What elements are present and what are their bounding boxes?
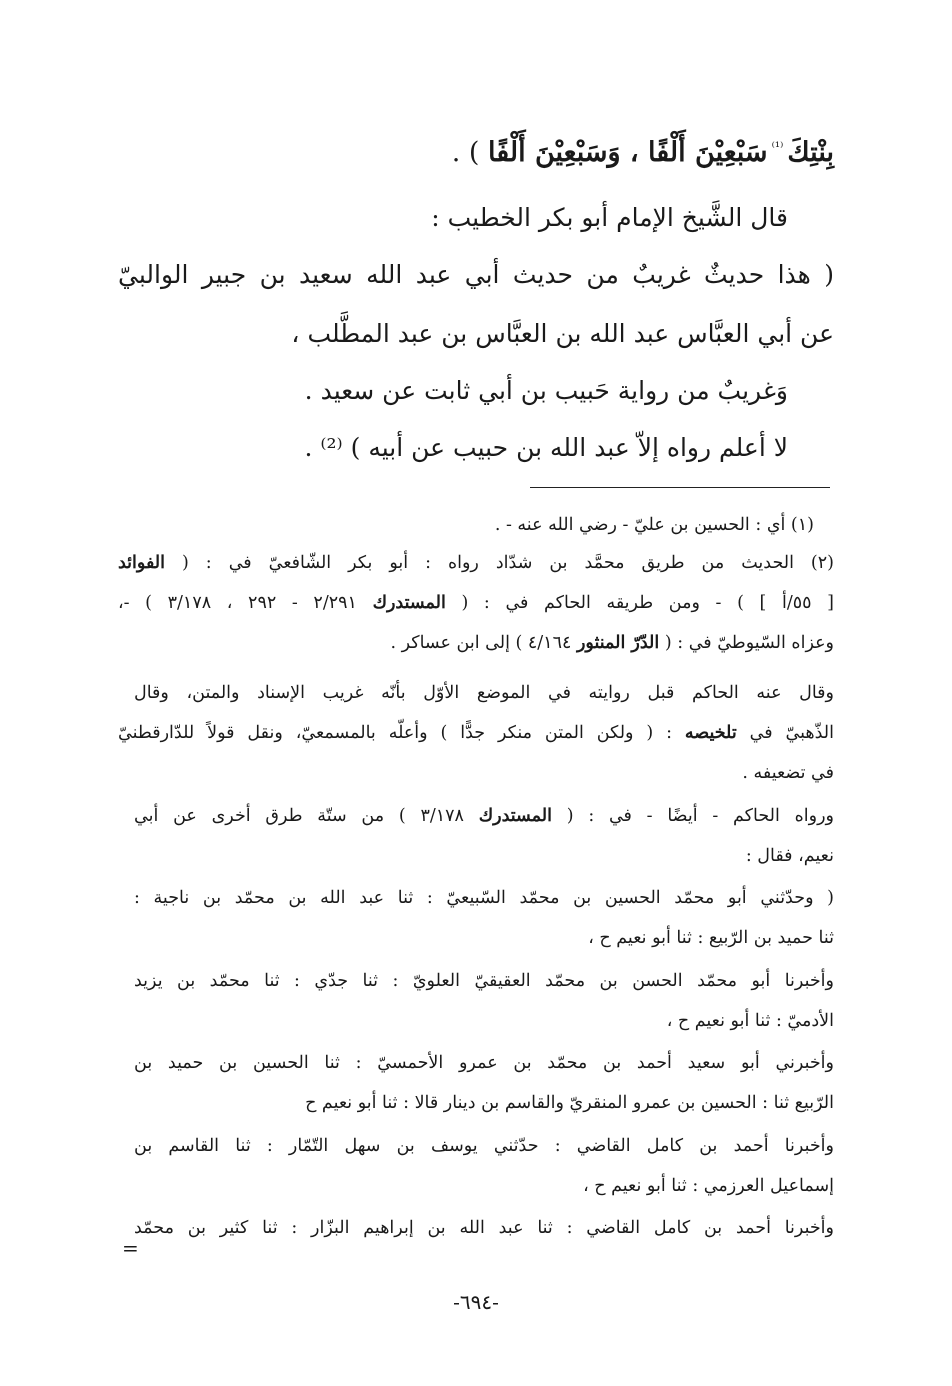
main-text-line-5: وَغريبٌ من رواية حَبيب بن أبي ثابت عن سعيد . [304, 376, 788, 405]
note-para-3-line-b: نعيم، فقال : [745, 846, 834, 866]
book-title-talkhis: تلخيصه [684, 723, 737, 743]
book-title-mustadrak-2: المستدرك [478, 806, 552, 826]
book-title-durr: الدّرّ المنثور [576, 633, 660, 653]
footnote-1: (١) أي : الحسين بن عليّ - رضي الله عنه - . [494, 515, 814, 535]
footnote-ref-1: ⁽¹⁾ [767, 140, 788, 155]
note-para-3-text-a-end: ٣/١٧٨ ) من ستّة طرق أخرى عن أبي [134, 806, 464, 826]
footnote-2-text-c: وعزاه السّيوطيّ في : ( [664, 633, 834, 653]
note-para-4-line-b: ثنا حميد بن الرّبيع : ثنا أبو نعيم ح ، [588, 928, 834, 948]
main-text-line-1 [452, 132, 834, 169]
main-text-line-6: لا أعلم رواه إلاّ عبد الله بن حبيب عن أبيه ) ⁽²⁾ . [304, 433, 788, 462]
note-para-4-line-a: ( وحدّثني أبو محمّد الحسين بن محمّد السّبيعيّ : ثنا عبد الله بن محمّد بن ناجية : [134, 888, 834, 908]
footnote-2-line-a [118, 550, 834, 576]
book-title-fawaid: الفوائد [118, 553, 166, 573]
main-text-line-4: عن أبي العبَّاس عبد الله بن العبَّاس بن عبد المطَّلب ، [291, 319, 834, 348]
footnote-2-text-b-end: ٢/٢٩١ - ٢٩٢ ، ٣/١٧٨ ) -، [118, 593, 357, 613]
main-line1-bold: سَبْعِيْنَ أَلْفًا ، وَسَبْعِيْنَ أَلْفًا [487, 137, 768, 168]
main-line1-word: بِنْتِكَ [787, 137, 834, 168]
note-para-2-text-b: الذّهبيّ في [749, 723, 834, 743]
footnote-2-text-c-end: ٤/١٦٤ ) إلى ابن عساكر . [390, 633, 572, 653]
note-para-2-line-c: في تضعيفه . [742, 763, 834, 783]
footnote-2-line-b [118, 590, 834, 616]
main-text-line-3: ( هذا حديثٌ غريبٌ من حديث أبي عبد الله سعيد بن جبير الوالبيّ [118, 260, 834, 289]
page-number: -٦٩٤- [453, 1290, 499, 1314]
main-text-line-2: قال الشَّيخ الإمام أبو بكر الخطيب : [431, 203, 788, 232]
note-para-3-text-a: ورواه الحاكم - أيضًا - في : ( [566, 806, 834, 826]
footnote-2-line-c [390, 630, 834, 656]
note-para-3-line-a [134, 803, 834, 829]
main-line1-end: ) . [451, 137, 488, 168]
note-para-6-line-a: وأخبرني أبو سعيد أحمد بن محمّد بن عمرو الأحمسيّ : ثنا الحسين بن حميد بن [134, 1053, 834, 1073]
continuation-mark: = [122, 1236, 139, 1260]
footnote-2-text-b: [ ٥٥/أ ] ) - ومن طريقه الحاكم في : ( [461, 593, 834, 613]
note-para-7-line-b: إسماعيل العرزمي : ثنا أبو نعيم ح ، [583, 1176, 834, 1196]
note-para-2-line-a: وقال عنه الحاكم قبل روايته في الموضع الأوّل بأنّه غريب الإسناد والمتن، وقال [134, 683, 834, 703]
note-para-6-line-b: الرّبيع ثنا : الحسين بن عمرو المنقريّ والقاسم بن دينار قالا : ثنا أبو نعيم ح [305, 1093, 834, 1113]
note-para-5-line-a: وأخبرنا أبو محمّد الحسن بن محمّد العقيقيّ العلويّ : ثنا جدّي : ثنا محمّد بن يزيد [134, 971, 834, 991]
footnote-separator [530, 487, 830, 488]
note-para-5-line-b: الأدميّ : ثنا أبو نعيم ح ، [666, 1011, 834, 1031]
book-title-mustadrak: المستدرك [372, 593, 446, 613]
note-para-7-line-a: وأخبرنا أحمد بن كامل القاضي : حدّثني يوسف بن سهل التّمّار : ثنا القاسم بن [134, 1136, 834, 1156]
footnote-2-text-a: (٢) الحديث من طريق محمَّد بن شدّاد رواه : أبو بكر الشّافعيّ في : ( [182, 553, 834, 573]
note-para-2-text-b-end: : ( ولكن المتن منكر جدًّا ) وأعلّه بالمسمعيّ، ونقل قولاً للدّارقطنيّ [118, 723, 673, 743]
note-para-2-line-b [118, 720, 834, 746]
note-para-8-line-a: وأخبرنا أحمد بن كامل القاضي : ثنا عبد الله بن إبراهيم البزّار : ثنا كثير بن محمّد [134, 1218, 834, 1238]
